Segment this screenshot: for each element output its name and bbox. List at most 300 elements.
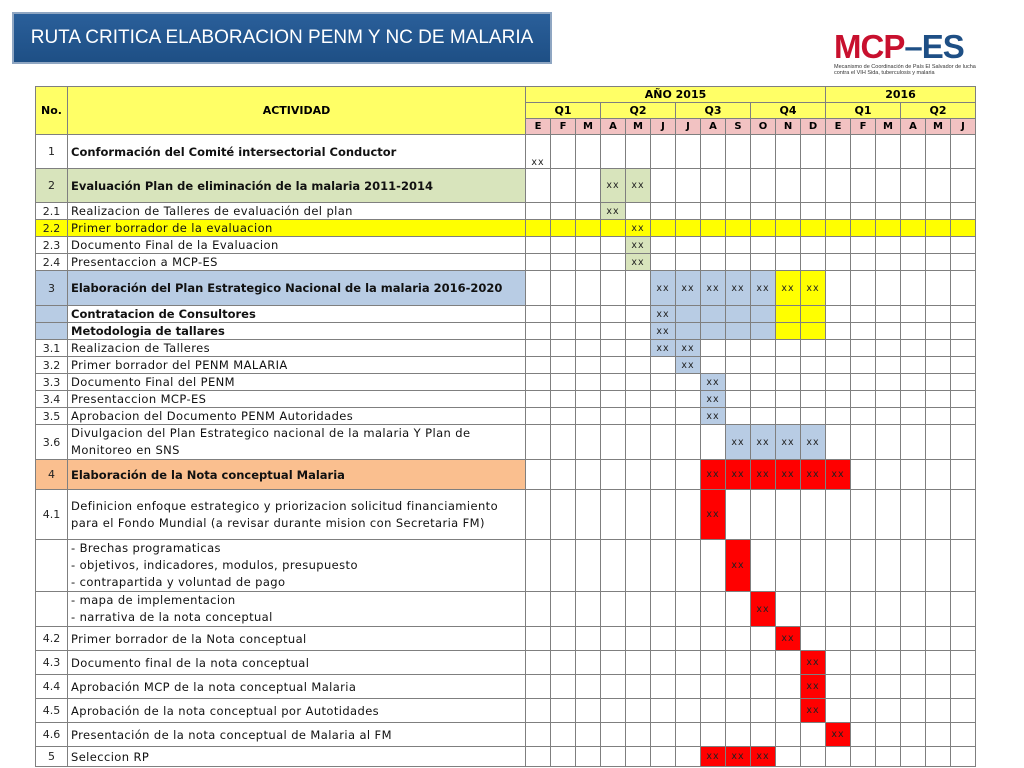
activity-label: Realizacion de Talleres de evaluación del plan [68, 203, 526, 220]
timeline-cell [726, 391, 751, 408]
timeline-cell [576, 675, 601, 699]
timeline-cell [826, 357, 851, 374]
timeline-cell [801, 408, 826, 425]
timeline-cell [751, 203, 776, 220]
row-number: 1 [36, 135, 68, 169]
timeline-cell [851, 306, 876, 323]
timeline-cell [826, 374, 851, 391]
timeline-cell [726, 408, 751, 425]
timeline-cell [876, 747, 901, 767]
timeline-cell [776, 391, 801, 408]
month-header: E [526, 119, 551, 135]
activity-label: Realizacion de Talleres [68, 340, 526, 357]
timeline-mark: xx [626, 254, 651, 271]
timeline-cell [676, 408, 701, 425]
timeline-cell [876, 203, 901, 220]
timeline-cell [701, 203, 726, 220]
table-row [36, 592, 976, 627]
timeline-mark: xx [726, 460, 751, 490]
timeline-cell [726, 490, 751, 540]
timeline-cell [726, 220, 751, 237]
row-number: 3.4 [36, 391, 68, 408]
timeline-cell [926, 675, 951, 699]
timeline-mark: xx [676, 271, 701, 306]
timeline-cell [676, 254, 701, 271]
timeline-cell [751, 306, 776, 323]
timeline-cell [551, 306, 576, 323]
row-number: 2.1 [36, 203, 68, 220]
timeline-cell [526, 723, 551, 747]
timeline-cell [551, 723, 576, 747]
activity-label: Presentaccion MCP-ES [68, 391, 526, 408]
timeline-cell [601, 254, 626, 271]
table-row [36, 699, 976, 723]
timeline-cell [751, 540, 776, 592]
timeline-cell [876, 425, 901, 460]
activity-label: Conformación del Comité intersectorial Conductor [68, 135, 526, 169]
timeline-cell [601, 490, 626, 540]
timeline-cell [826, 391, 851, 408]
row-number: 4.1 [36, 490, 68, 540]
timeline-cell [551, 460, 576, 490]
timeline-mark: xx [701, 747, 726, 767]
row-number: 2.4 [36, 254, 68, 271]
timeline-cell [776, 306, 801, 323]
timeline-cell [951, 592, 976, 627]
timeline-mark: xx [801, 460, 826, 490]
timeline-mark: xx [801, 651, 826, 675]
table-row [36, 220, 976, 237]
timeline-cell [551, 651, 576, 675]
timeline-cell [651, 203, 676, 220]
timeline-cell [676, 135, 701, 169]
timeline-cell [926, 699, 951, 723]
timeline-mark: xx [801, 675, 826, 699]
timeline-cell [576, 357, 601, 374]
timeline-cell [526, 357, 551, 374]
timeline-cell [601, 592, 626, 627]
timeline-cell [826, 747, 851, 767]
timeline-cell [951, 747, 976, 767]
timeline-cell [601, 460, 626, 490]
timeline-cell [751, 723, 776, 747]
quarter-header: Q3 [676, 103, 751, 119]
timeline-cell [901, 169, 926, 203]
row-number: 2.2 [36, 220, 68, 237]
quarter-header: Q2 [601, 103, 676, 119]
timeline-cell [951, 169, 976, 203]
timeline-cell [801, 220, 826, 237]
timeline-cell [826, 254, 851, 271]
table-row [36, 237, 976, 254]
row-number: 4.6 [36, 723, 68, 747]
row-number: 4.2 [36, 627, 68, 651]
month-header: D [801, 119, 826, 135]
timeline-cell [951, 203, 976, 220]
timeline-cell [576, 323, 601, 340]
timeline-cell [826, 135, 851, 169]
timeline-cell [951, 460, 976, 490]
timeline-cell [526, 391, 551, 408]
timeline-cell [876, 460, 901, 490]
timeline-mark: xx [726, 425, 751, 460]
timeline-cell [751, 391, 776, 408]
timeline-cell [726, 675, 751, 699]
timeline-cell [776, 723, 801, 747]
timeline-cell [726, 357, 751, 374]
timeline-cell [751, 220, 776, 237]
timeline-cell [826, 651, 851, 675]
timeline-cell [776, 220, 801, 237]
row-number [36, 540, 68, 592]
timeline-cell [526, 323, 551, 340]
timeline-cell [851, 408, 876, 425]
timeline-cell [926, 391, 951, 408]
timeline-cell [676, 747, 701, 767]
timeline-cell [851, 391, 876, 408]
timeline-cell [676, 169, 701, 203]
timeline-cell [651, 699, 676, 723]
row-number [36, 323, 68, 340]
timeline-cell [876, 135, 901, 169]
table-row [36, 169, 976, 203]
timeline-cell [901, 271, 926, 306]
timeline-cell [626, 747, 651, 767]
timeline-mark: xx [651, 271, 676, 306]
timeline-cell [626, 374, 651, 391]
timeline-cell [676, 592, 701, 627]
activity-label: Primer borrador de la Nota conceptual [68, 627, 526, 651]
timeline-cell [776, 237, 801, 254]
row-number: 2.3 [36, 237, 68, 254]
row-number: 4 [36, 460, 68, 490]
timeline-cell [851, 237, 876, 254]
gantt-table [35, 86, 976, 767]
timeline-cell [926, 425, 951, 460]
timeline-cell [626, 460, 651, 490]
timeline-cell [651, 237, 676, 254]
timeline-mark: xx [626, 169, 651, 203]
timeline-cell [576, 340, 601, 357]
timeline-cell [876, 490, 901, 540]
month-header: S [726, 119, 751, 135]
timeline-cell [851, 203, 876, 220]
timeline-cell [526, 169, 551, 203]
col-header-activity: ACTIVIDAD [68, 87, 526, 135]
timeline-cell [751, 323, 776, 340]
timeline-cell [901, 675, 926, 699]
timeline-cell [726, 135, 751, 169]
timeline-cell [926, 592, 951, 627]
activity-label: Presentaccion a MCP-ES [68, 254, 526, 271]
timeline-cell [676, 723, 701, 747]
row-number: 3.1 [36, 340, 68, 357]
timeline-cell [751, 340, 776, 357]
timeline-cell [901, 237, 926, 254]
timeline-cell [876, 323, 901, 340]
timeline-cell [576, 237, 601, 254]
timeline-cell [601, 357, 626, 374]
timeline-mark: xx [751, 425, 776, 460]
timeline-cell [901, 408, 926, 425]
timeline-cell [926, 203, 951, 220]
timeline-mark: xx [726, 747, 751, 767]
timeline-cell [526, 203, 551, 220]
table-row [36, 391, 976, 408]
timeline-cell [576, 747, 601, 767]
timeline-cell [776, 135, 801, 169]
timeline-cell [901, 340, 926, 357]
timeline-cell [651, 675, 676, 699]
timeline-cell [926, 490, 951, 540]
timeline-cell [651, 651, 676, 675]
timeline-cell [626, 306, 651, 323]
timeline-cell [901, 254, 926, 271]
timeline-cell [776, 490, 801, 540]
timeline-cell [751, 374, 776, 391]
timeline-cell [951, 723, 976, 747]
timeline-cell [926, 271, 951, 306]
month-header: A [701, 119, 726, 135]
timeline-cell [701, 627, 726, 651]
timeline-cell [626, 391, 651, 408]
timeline-cell [626, 490, 651, 540]
timeline-cell [701, 675, 726, 699]
table-row [36, 627, 976, 651]
timeline-cell [576, 425, 601, 460]
timeline-cell [926, 747, 951, 767]
month-header: M [626, 119, 651, 135]
timeline-mark: xx [626, 237, 651, 254]
timeline-cell [576, 592, 601, 627]
timeline-cell [526, 425, 551, 460]
timeline-cell [876, 408, 901, 425]
timeline-cell [551, 425, 576, 460]
timeline-cell [551, 391, 576, 408]
timeline-mark: xx [776, 271, 801, 306]
timeline-cell [826, 592, 851, 627]
timeline-cell [751, 408, 776, 425]
timeline-cell [526, 490, 551, 540]
timeline-cell [801, 323, 826, 340]
timeline-cell [926, 135, 951, 169]
timeline-cell [551, 357, 576, 374]
timeline-cell [651, 169, 676, 203]
timeline-cell [526, 271, 551, 306]
timeline-cell [551, 374, 576, 391]
timeline-cell [601, 220, 626, 237]
activity-label: Aprobacion del Documento PENM Autoridades [68, 408, 526, 425]
month-header: A [601, 119, 626, 135]
timeline-cell [751, 675, 776, 699]
timeline-cell [826, 169, 851, 203]
timeline-cell [726, 592, 751, 627]
timeline-cell [751, 651, 776, 675]
activity-label: Elaboración de la Nota conceptual Malaria [68, 460, 526, 490]
timeline-cell [576, 306, 601, 323]
timeline-mark: xx [651, 323, 676, 340]
timeline-cell [776, 675, 801, 699]
year-header: AÑO 2015 [526, 87, 826, 103]
timeline-cell [901, 374, 926, 391]
timeline-cell [676, 220, 701, 237]
timeline-cell [951, 391, 976, 408]
timeline-cell [851, 323, 876, 340]
timeline-mark: xx [726, 271, 751, 306]
timeline-cell [951, 627, 976, 651]
timeline-cell [726, 699, 751, 723]
timeline-cell [601, 651, 626, 675]
timeline-cell [926, 374, 951, 391]
timeline-mark: xx [751, 460, 776, 490]
timeline-cell [651, 540, 676, 592]
row-number: 4.5 [36, 699, 68, 723]
activity-label: Presentación de la nota conceptual de Malaria al FM [68, 723, 526, 747]
timeline-cell [526, 237, 551, 254]
timeline-cell [851, 254, 876, 271]
table-row [36, 490, 976, 540]
timeline-cell [526, 220, 551, 237]
month-header: M [926, 119, 951, 135]
timeline-cell [526, 340, 551, 357]
timeline-cell [626, 675, 651, 699]
timeline-cell [701, 699, 726, 723]
timeline-mark: xx [601, 169, 626, 203]
timeline-cell [576, 699, 601, 723]
activity-label: Documento Final de la Evaluacion [68, 237, 526, 254]
activity-label: Seleccion RP [68, 747, 526, 767]
timeline-cell [601, 271, 626, 306]
timeline-cell [926, 627, 951, 651]
timeline-cell [926, 237, 951, 254]
timeline-cell [901, 490, 926, 540]
timeline-cell [901, 651, 926, 675]
timeline-cell [551, 254, 576, 271]
activity-label: Contratacion de Consultores [68, 306, 526, 323]
table-row [36, 425, 976, 460]
timeline-cell [851, 460, 876, 490]
timeline-cell [851, 699, 876, 723]
timeline-cell [726, 723, 751, 747]
timeline-cell [676, 425, 701, 460]
table-row [36, 203, 976, 220]
timeline-mark: xx [826, 723, 851, 747]
timeline-cell [626, 408, 651, 425]
timeline-cell [876, 340, 901, 357]
timeline-cell [651, 627, 676, 651]
timeline-cell [576, 220, 601, 237]
timeline-cell [801, 237, 826, 254]
timeline-cell [851, 627, 876, 651]
timeline-cell [776, 254, 801, 271]
mcp-es-logo [834, 30, 984, 80]
timeline-cell [801, 490, 826, 540]
timeline-cell [801, 169, 826, 203]
timeline-cell [951, 357, 976, 374]
timeline-cell [726, 651, 751, 675]
timeline-cell [826, 425, 851, 460]
timeline-mark: xx [751, 271, 776, 306]
timeline-cell [826, 220, 851, 237]
year-header: 2016 [826, 87, 976, 103]
timeline-cell [576, 254, 601, 271]
timeline-cell [926, 651, 951, 675]
timeline-cell [626, 540, 651, 592]
timeline-cell [701, 306, 726, 323]
row-number: 3.3 [36, 374, 68, 391]
timeline-cell [676, 203, 701, 220]
timeline-cell [726, 340, 751, 357]
timeline-cell [551, 675, 576, 699]
timeline-cell [576, 540, 601, 592]
timeline-cell [676, 540, 701, 592]
timeline-cell [651, 254, 676, 271]
timeline-cell [601, 135, 626, 169]
timeline-mark: xx [826, 460, 851, 490]
timeline-cell [801, 747, 826, 767]
timeline-cell [576, 651, 601, 675]
timeline-cell [576, 203, 601, 220]
timeline-cell [851, 747, 876, 767]
timeline-cell [851, 220, 876, 237]
timeline-cell [651, 374, 676, 391]
timeline-cell [551, 490, 576, 540]
timeline-mark: xx [726, 540, 751, 592]
timeline-cell [601, 323, 626, 340]
timeline-mark: xx [676, 340, 701, 357]
timeline-cell [526, 254, 551, 271]
timeline-cell [601, 374, 626, 391]
timeline-cell [826, 408, 851, 425]
timeline-cell [676, 627, 701, 651]
timeline-cell [576, 627, 601, 651]
activity-label: - Brechas programaticas - objetivos, indicadores, modulos, presupuesto - contrapartida y voluntad de pago [68, 540, 526, 592]
timeline-cell [826, 306, 851, 323]
timeline-cell [926, 169, 951, 203]
timeline-cell [776, 374, 801, 391]
timeline-cell [701, 254, 726, 271]
timeline-cell [851, 425, 876, 460]
timeline-cell [626, 135, 651, 169]
timeline-cell [651, 357, 676, 374]
activity-label: - mapa de implementacion - narrativa de la nota conceptual [68, 592, 526, 627]
timeline-mark: xx [701, 490, 726, 540]
timeline-cell [926, 540, 951, 592]
timeline-cell [651, 747, 676, 767]
timeline-cell [926, 460, 951, 490]
timeline-cell [926, 323, 951, 340]
timeline-cell [951, 306, 976, 323]
timeline-cell [701, 135, 726, 169]
timeline-cell [926, 723, 951, 747]
timeline-cell [626, 203, 651, 220]
timeline-cell [901, 220, 926, 237]
timeline-cell [526, 675, 551, 699]
table-row [36, 675, 976, 699]
timeline-cell [826, 699, 851, 723]
timeline-cell [751, 627, 776, 651]
timeline-cell [526, 747, 551, 767]
activity-label: Documento final de la nota conceptual [68, 651, 526, 675]
timeline-cell [876, 357, 901, 374]
timeline-cell [576, 723, 601, 747]
timeline-cell [651, 135, 676, 169]
timeline-cell [876, 675, 901, 699]
timeline-mark: xx [776, 425, 801, 460]
timeline-cell [801, 306, 826, 323]
timeline-cell [901, 425, 926, 460]
timeline-cell [551, 699, 576, 723]
